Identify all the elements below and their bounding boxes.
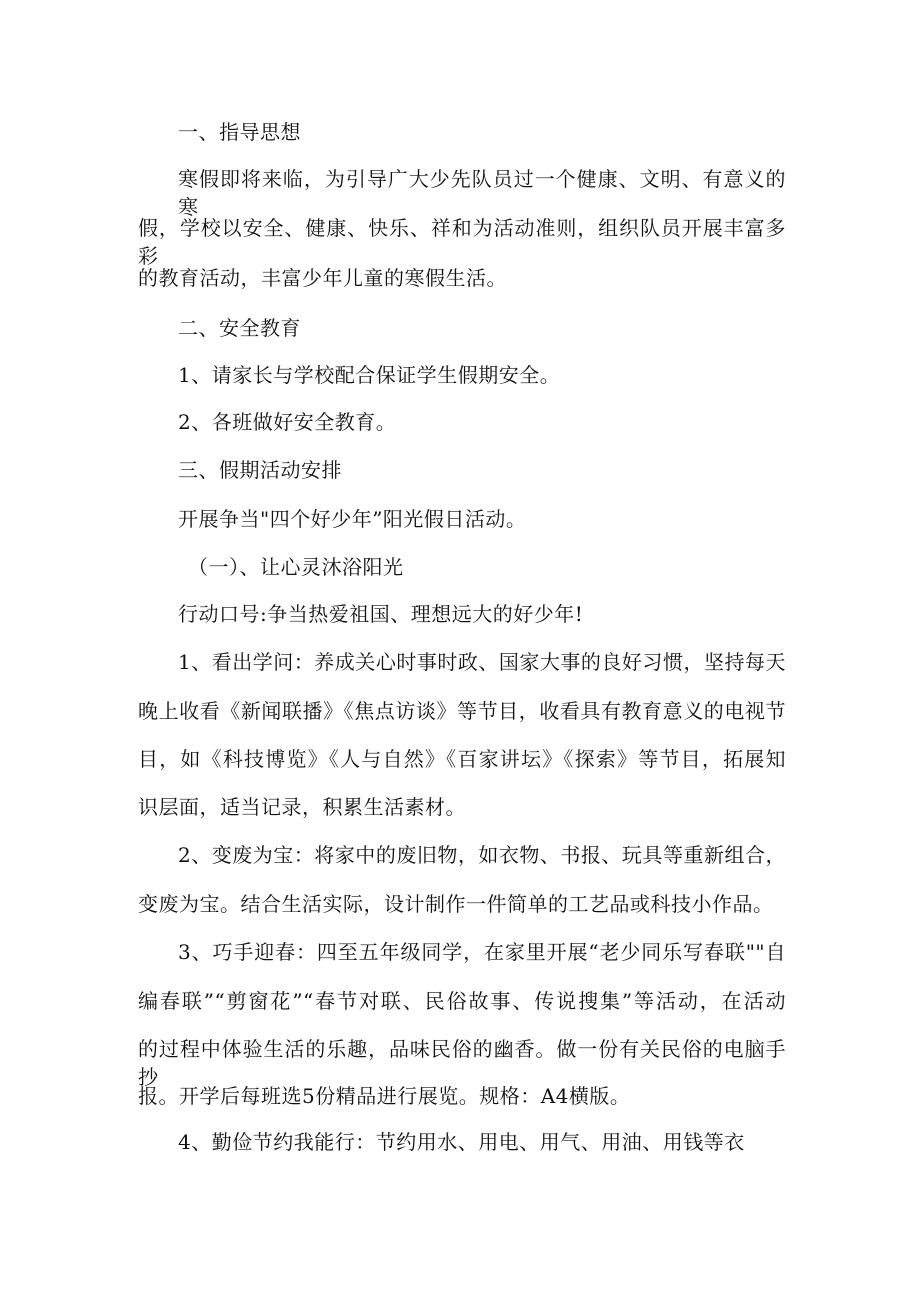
list-item: 2、各班做好安全教育。 [178, 410, 397, 434]
paragraph-line: 报。开学后每班选5份精品进行展览。规格：A4横版。 [138, 1084, 631, 1108]
paragraph-line: 行动口号:争当热爱祖国、理想远大的好少年! [178, 602, 584, 626]
paragraph-line: 4、勤俭节约我能行：节约用水、用电、用气、用油、用钱等衣 [178, 1130, 745, 1154]
paragraph-line: 1、看出学问：养成关心时事时政、国家大事的良好习惯，坚持每天 [178, 650, 786, 674]
paragraph-line: 识层面，适当记录，积累生活素材。 [138, 795, 466, 819]
heading-safety-education: 二、安全教育 [178, 316, 301, 340]
paragraph-line: 目，如《科技博览》《人与自然》《百家讲坛》《探索》等节目，拓展知 [138, 747, 786, 771]
paragraph-line: 编春联”“剪窗花”“春节对联、民俗故事、传说搜集”等活动，在活动 [138, 989, 786, 1013]
paragraph-line: 变废为宝。结合生活实际，设计制作一件简单的工艺品或科技小作品。 [138, 892, 774, 916]
subheading: （一）、让心灵沐浴阳光 [188, 555, 404, 579]
paragraph-line: 寒假即将来临，为引导广大少先队员过一个健康、文明、有意义的寒 [178, 167, 786, 219]
list-item: 1、请家长与学校配合保证学生假期安全。 [178, 363, 561, 387]
paragraph-line: 的教育活动，丰富少年儿童的寒假生活。 [138, 266, 507, 290]
paragraph-line: 假，学校以安全、健康、快乐、祥和为活动准则，组织队员开展丰富多彩 [138, 216, 786, 268]
paragraph-line: 开展争当"四个好少年”阳光假日活动。 [178, 507, 527, 531]
paragraph-line: 的过程中体验生活的乐趣，品味民俗的幽香。做一份有关民俗的电脑手抄 [138, 1037, 786, 1089]
paragraph-line: 2、变废为宝：将家中的废旧物，如衣物、书报、玩具等重新组合， [178, 843, 786, 867]
paragraph-line: 3、巧手迎春：四至五年级同学，在家里开展“老少同乐写春联""自 [178, 940, 786, 964]
paragraph-line: 晚上收看《新闻联播》《焦点访谈》等节目，收看具有教育意义的电视节 [138, 699, 786, 723]
heading-holiday-activities: 三、假期活动安排 [178, 458, 342, 482]
heading-guiding-thought: 一、指导思想 [178, 120, 301, 144]
